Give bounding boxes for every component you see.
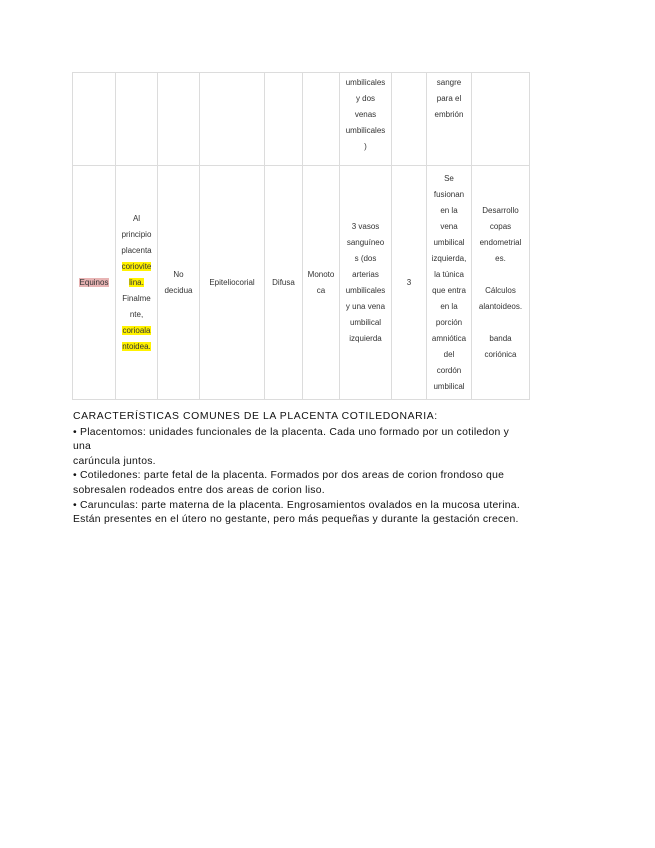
cell-text: y dos: [355, 94, 376, 103]
cell-text: umbilicales: [345, 285, 386, 295]
cell-text: decidua: [164, 285, 193, 295]
features-cell: [472, 166, 530, 400]
paragraph-line: sobresalen rodeados entre dos areas de corion liso.: [73, 484, 325, 496]
cell-text: Epiteliocorial: [209, 277, 255, 287]
cell-text: en la: [440, 205, 458, 215]
cell-text: izquierda: [349, 333, 382, 343]
paragraph-line: • Cotiledones: parte fetal de la placenta. Formados por dos areas de corion frondoso que: [73, 470, 505, 482]
cell-text: umbilical: [349, 317, 382, 327]
table-cell: [303, 73, 340, 166]
vessels-cell: [340, 166, 392, 400]
cell-text: principio: [121, 229, 152, 239]
highlighted-text: corioala: [122, 325, 151, 335]
cell-text: Desarrollo: [482, 205, 519, 215]
cell-text: No: [173, 269, 184, 279]
cell-text: s (dos: [354, 253, 377, 263]
table-cell: [200, 73, 265, 166]
cell-text: Difusa: [272, 277, 295, 287]
cell-text: y una vena: [345, 301, 386, 311]
cell-text: Finalme: [122, 293, 151, 303]
cell-text: banda: [489, 333, 512, 343]
section-title: CARACTERÍSTICAS COMUNES DE LA PLACENTA COTILEDONARIA:: [73, 411, 438, 422]
cell-text: cordón: [436, 365, 462, 375]
highlighted-text: ntoidea.: [122, 341, 151, 351]
table-row: [73, 166, 530, 400]
cell-text: es.: [495, 253, 506, 263]
cell-text: coriónica: [484, 349, 517, 359]
table-cell-vessels-continued: [340, 73, 392, 166]
placenta-table: [72, 72, 530, 400]
cell-text: umbilical: [433, 381, 465, 391]
table-cell: [73, 73, 116, 166]
cell-text: Cálculos: [485, 285, 516, 295]
cell-text: porción: [435, 317, 463, 327]
paragraph-line: una: [73, 441, 92, 453]
table-cell-function-continued: [427, 73, 472, 166]
cell-text: umbilicales: [345, 78, 386, 87]
cell-text: fusionan: [433, 189, 465, 199]
cell-text: vena: [440, 221, 458, 231]
table-cell: [265, 73, 303, 166]
table-cell: [116, 73, 158, 166]
cell-text: la túnica: [434, 269, 464, 279]
cell-text: que entra: [432, 285, 466, 295]
cell-text: placenta: [121, 245, 152, 255]
highlighted-text: lina.: [129, 277, 144, 287]
cell-text: sanguíneo: [346, 237, 385, 247]
paragraph-line: Están presentes en el útero no gestante, pero más pequeñas y durante la gestación crecen.: [73, 514, 519, 526]
species-cell: [73, 166, 116, 400]
cell-text: arterias: [352, 269, 379, 279]
cell-text: 3: [406, 277, 412, 287]
decidua-cell: [158, 166, 200, 400]
cell-text: sangre: [436, 78, 462, 87]
table-row: [73, 73, 530, 166]
cell-text: umbilicales: [345, 126, 386, 135]
paragraph-line: • Carunculas: parte materna de la placenta. Engrosamientos ovalados en la mucosa uterina.: [73, 499, 520, 511]
type-cell: [303, 166, 340, 400]
cell-text: umbilical: [433, 237, 465, 247]
table-cell: [392, 73, 427, 166]
highlighted-text: coriovite: [121, 261, 152, 271]
cell-text: en la: [440, 301, 458, 311]
cell-text: Al: [132, 213, 141, 223]
placenta-origin-cell: [116, 166, 158, 400]
table-cell: [472, 73, 530, 166]
paragraph-line: • Placentomos: unidades funcionales de la placenta. Cada uno formado por un cotiledon y: [73, 426, 510, 438]
cell-text: alantoideos.: [478, 301, 523, 311]
cell-text: ca: [316, 285, 326, 295]
common-characteristics-section: [73, 410, 543, 528]
table-cell: [158, 73, 200, 166]
cell-text: amniótica: [431, 333, 467, 343]
cell-text: Monoto: [307, 269, 335, 279]
cell-text: para el: [436, 94, 462, 103]
cell-text: del: [443, 349, 455, 359]
cell-text: ): [364, 142, 367, 151]
species-label: Equinos: [79, 277, 109, 287]
cell-text: nte,: [129, 309, 144, 319]
paragraph-line: carúncula juntos.: [73, 455, 156, 467]
cell-text: endometrial: [479, 237, 522, 247]
cell-text: embrión: [434, 110, 464, 119]
cell-text: izquierda,: [431, 253, 467, 263]
cell-text: 3 vasos: [351, 221, 380, 231]
fusion-cell: [427, 166, 472, 400]
cell-text: venas: [354, 110, 377, 119]
cell-text: Se: [444, 173, 454, 183]
layers-cell: [200, 166, 265, 400]
cell-text: copas: [489, 221, 512, 231]
distribution-cell: [265, 166, 303, 400]
number-cell: [392, 166, 427, 400]
